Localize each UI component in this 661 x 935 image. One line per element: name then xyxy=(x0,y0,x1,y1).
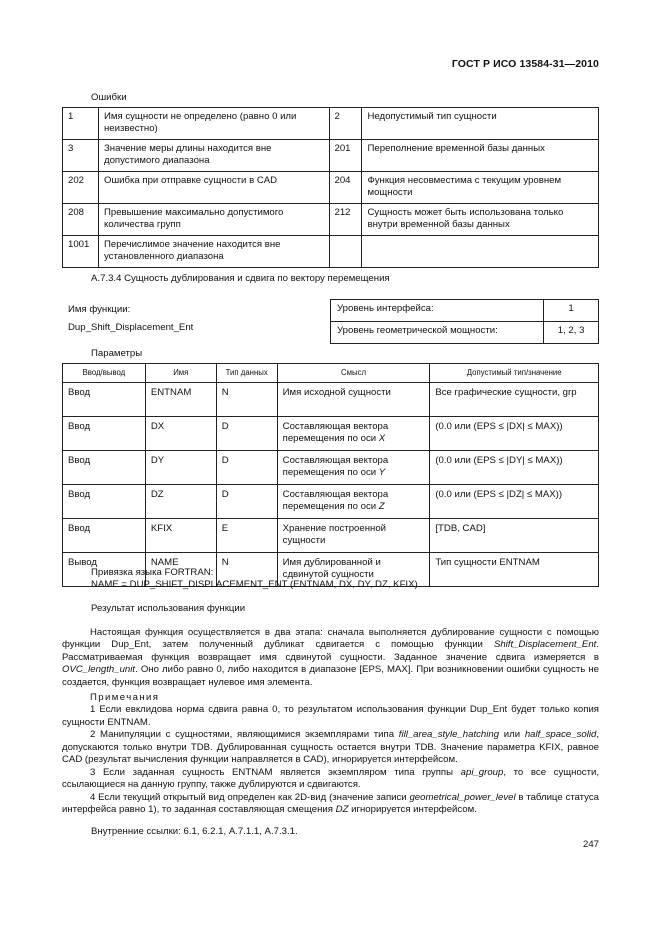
error-code: 1001 xyxy=(63,235,99,267)
error-description: Ошибка при отправке сущности в CAD xyxy=(98,171,329,203)
param-name: DX xyxy=(145,417,216,451)
param-row xyxy=(63,417,599,451)
param-name: ENTNAM xyxy=(145,383,216,417)
param-io: Ввод xyxy=(63,417,146,451)
interface-level-table xyxy=(330,299,599,344)
param-io: Ввод xyxy=(63,485,146,519)
internal-references: Внутренние ссылки: 6.1, 6.2.1, А.7.1.1, А.7.3.1. xyxy=(91,826,298,837)
error-description xyxy=(362,235,599,267)
note-3: 3 Если заданная сущность ENTNAM является экземпляром типа группы api_group, то все сущности, ссылающиеся на данную группу, также дублируются и сдвигаются. xyxy=(62,766,599,791)
param-row xyxy=(63,519,599,553)
error-description: Функция несовместима с текущим уровнем мощности xyxy=(362,171,599,203)
params-column-header: Допустимый тип/значение xyxy=(430,364,599,383)
error-code xyxy=(329,235,362,267)
param-row xyxy=(63,485,599,519)
notes-title: Примечания xyxy=(90,692,160,703)
param-name: NAME xyxy=(145,553,216,587)
params-column-header: Имя xyxy=(145,364,216,383)
param-allowed-value: [TDB, CAD] xyxy=(430,519,599,553)
error-description: Недопустимый тип сущности xyxy=(362,108,599,140)
error-description: Переполнение временной базы данных xyxy=(362,139,599,171)
error-row xyxy=(63,235,599,267)
error-code: 212 xyxy=(329,203,362,235)
error-code: 1 xyxy=(63,108,99,140)
param-io: Ввод xyxy=(63,451,146,485)
error-code: 204 xyxy=(329,171,362,203)
error-row xyxy=(63,108,599,140)
param-allowed-value: (0.0 или (EPS ≤ |DZ| ≤ MAX)) xyxy=(430,485,599,519)
note-1: 1 Если евклидова норма сдвига равна 0, то результатом использования функции Dup_Ent будет только копия сущности ENTNAM. xyxy=(62,704,599,728)
errors-table xyxy=(62,107,599,268)
param-name: KFIX xyxy=(145,519,216,553)
param-type: E xyxy=(216,519,277,553)
param-type: N xyxy=(216,553,277,587)
param-meaning: Составляющая вектора перемещения по оси Y xyxy=(277,451,430,485)
error-row xyxy=(63,203,599,235)
result-paragraph: Настоящая функция осуществляется в два этапа: сначала выполняется дублирование сущности с помощью функции Dup_Ent, затем полученный дубликат сдвигается с помощью функции Shift_Displacement_Ent. Рассматриваемая функция возвращает имя сдвинутой сущности. Заданное значение сдвига измеряется в OVC_length_unit. Оно либо равно 0, либо находится в диапазоне [EPS, MAX]. При возникновении ошибки сущность не создается, функция возвращает нулевое имя элемента. xyxy=(62,627,599,688)
param-type: N xyxy=(216,383,277,417)
error-code: 202 xyxy=(63,171,99,203)
error-code: 3 xyxy=(63,139,99,171)
param-meaning: Составляющая вектора перемещения по оси X xyxy=(277,417,430,451)
params-column-header: Смысл xyxy=(277,364,430,383)
params-column-header: Тип данных xyxy=(216,364,277,383)
geom-power-value: 1, 2, 3 xyxy=(544,322,599,344)
param-meaning: Составляющая вектора перемещения по оси Z xyxy=(277,485,430,519)
param-meaning: Хранение построенной сущности xyxy=(277,519,430,553)
interface-level-label: Уровень интерфейса: xyxy=(331,300,544,322)
fortran-label: Привязка языка FORTRAN: xyxy=(91,567,214,578)
param-io: Вывод xyxy=(63,553,146,587)
interface-level-value: 1 xyxy=(544,300,599,322)
param-allowed-value: Тип сущности ENTNAM xyxy=(430,553,599,587)
error-row xyxy=(63,139,599,171)
note-2: 2 Манипуляции с сущностями, являющимися экземплярами типа fill_area_style_hatching или half_space_solid, допускаются только внутри TDB. Дублированная сущность остается внутри TDB. Значение параметра KFIX, равное CAD (результат вычисления функции направляется в CAD), игнорируется интерфейсом. xyxy=(62,729,599,766)
section-title: А.7.3.4 Сущность дублирования и сдвига по вектору перемещения xyxy=(91,273,390,284)
param-meaning: Имя исходной сущности xyxy=(277,383,430,417)
error-description: Значение меры длины находится вне допустимого диапазона xyxy=(98,139,329,171)
function-name-label: Имя функции: xyxy=(68,304,131,315)
params-table xyxy=(62,363,599,587)
error-description: Имя сущности не определено (равно 0 или неизвестно) xyxy=(98,108,329,140)
result-title: Результат использования функции xyxy=(91,603,246,614)
note-4: 4 Если текущий открытый вид определен как 2D-вид (значение записи geometrical_power_level в таблице статуса интерфейса равно 1), то заданная составляющая смещения DZ игнорируется интерфейсом. xyxy=(62,791,599,816)
param-type: D xyxy=(216,451,277,485)
param-type: D xyxy=(216,485,277,519)
error-code: 208 xyxy=(63,203,99,235)
params-title: Параметры xyxy=(91,348,143,359)
geom-power-label: Уровень геометрической мощности: xyxy=(331,322,544,344)
notes-section xyxy=(62,692,599,817)
param-allowed-value: (0.0 или (EPS ≤ |DY| ≤ MAX)) xyxy=(430,451,599,485)
param-allowed-value: (0.0 или (EPS ≤ |DX| ≤ MAX)) xyxy=(430,417,599,451)
error-row xyxy=(63,171,599,203)
param-type: D xyxy=(216,417,277,451)
page-number: 247 xyxy=(582,838,599,850)
error-code: 2 xyxy=(329,108,362,140)
param-meaning: Имя дублированной и сдвинутой сущности xyxy=(277,553,430,587)
param-io: Ввод xyxy=(63,519,146,553)
param-row xyxy=(63,383,599,417)
param-name: DZ xyxy=(145,485,216,519)
error-description: Перечислимое значение находится вне установленного диапазона xyxy=(98,235,329,267)
function-name-value: Dup_Shift_Displacement_Ent xyxy=(68,322,194,333)
errors-title: Ошибки xyxy=(91,92,127,103)
fortran-code: NAME = DUP_SHIFT_DISPLACEMENT_ENT (ENTNAM, DX, DY, DZ, KFIX) xyxy=(91,579,418,590)
error-description: Сущность может быть использована только внутри временной базы данных xyxy=(362,203,599,235)
param-io: Ввод xyxy=(63,383,146,417)
error-description: Превышение максимально допустимого количества групп xyxy=(98,203,329,235)
param-allowed-value: Все графические сущности, grp xyxy=(430,383,599,417)
param-name: DY xyxy=(145,451,216,485)
param-row xyxy=(63,451,599,485)
params-column-header: Ввод/вывод xyxy=(63,364,146,383)
error-code: 201 xyxy=(329,139,362,171)
document-header: ГОСТ Р ИСО 13584-31—2010 xyxy=(451,58,599,70)
